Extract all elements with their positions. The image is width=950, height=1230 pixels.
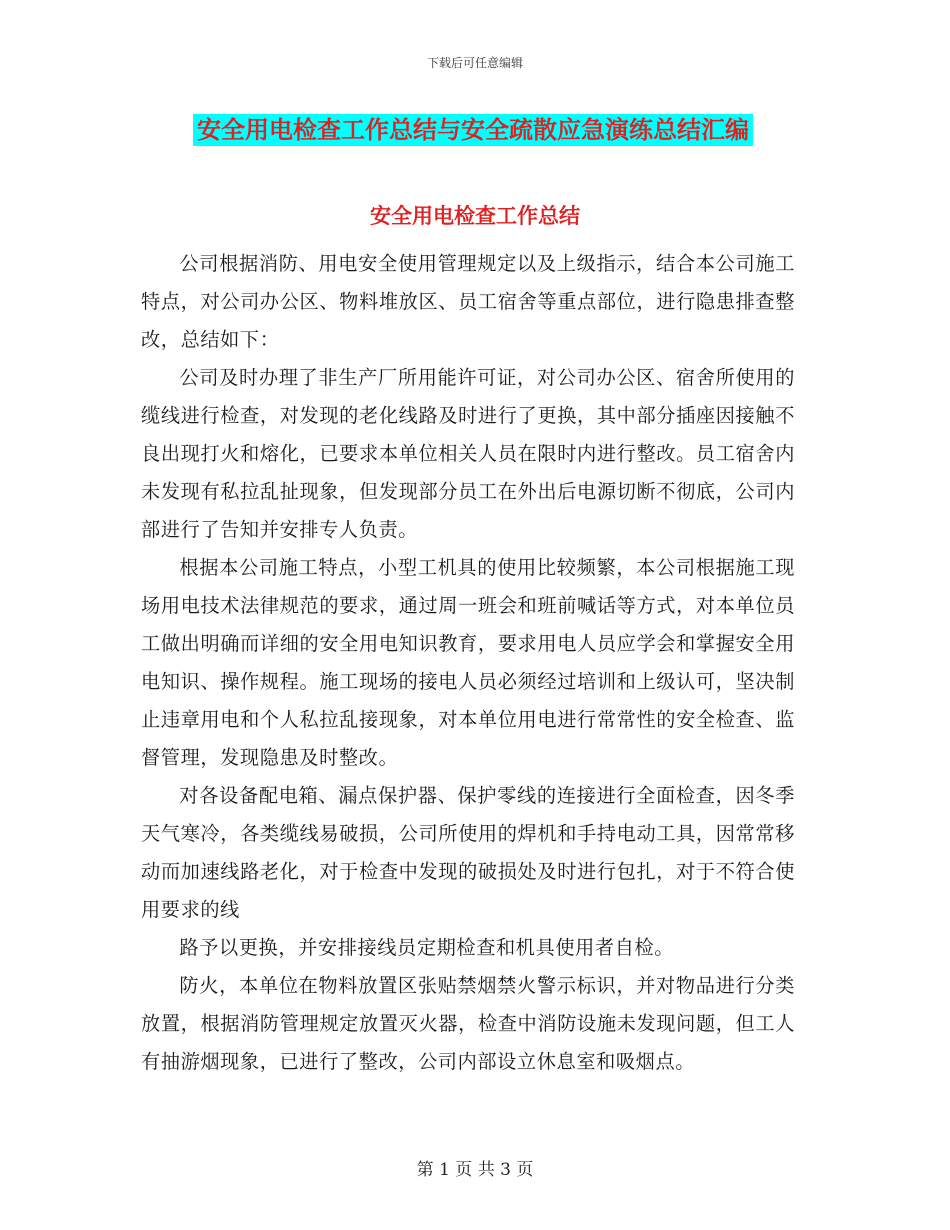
paragraph-3: 根据本公司施工特点，小型工机具的使用比较频繁，本公司根据施工现场用电技术法律规范的要求，通过周一班会和班前喊话等方式，对本单位员工做出明确而详细的安全用电知识教育，要求用电人员应学会和掌握安全用电知识、操作规程。施工现场的接电人员必须经过培训和上级认可，坚决制止违章用电和个人私拉乱接现象，对本单位用电进行常常性的安全检查、监督管理，发现隐患及时整改。	[141, 556, 795, 769]
paragraph-2: 公司及时办理了非生产厂所用能许可证，对公司办公区、宿舍所使用的缆线进行检查，对发现的老化线路及时进行了更换，其中部分插座因接触不良出现打火和熔化，已要求本单位相关人员在限时内进行整改。员工宿舍内未发现有私拉乱扯现象，但发现部分员工在外出后电源切断不彻底，公司内部进行了告知并安排专人负责。	[141, 366, 795, 541]
document-title: 安全用电检查工作总结与安全疏散应急演练总结汇编	[193, 114, 753, 146]
paragraph-5: 路予以更换，并安排接线员定期检查和机具使用者自检。	[179, 936, 675, 959]
paragraph-4: 对各设备配电箱、漏点保护器、保护零线的连接进行全面检查，因冬季天气寒冷，各类缆线易破损，公司所使用的焊机和手持电动工具，因常常移动而加速线路老化，对于检查中发现的破损处及时进行包扎，对于不符合使用要求的线	[141, 784, 795, 921]
section-title: 安全用电检查工作总结	[370, 203, 580, 228]
paragraph-1: 公司根据消防、用电安全使用管理规定以及上级指示，结合本公司施工特点，对公司办公区、物料堆放区、员工宿舍等重点部位，进行隐患排查整改，总结如下：	[141, 252, 795, 351]
paragraph-6: 防火，本单位在物料放置区张贴禁烟禁火警示标识，并对物品进行分类放置，根据消防管理规定放置灭火器，检查中消防设施未发现问题，但工人有抽游烟现象，已进行了整改，公司内部设立休息室和吸烟点。	[141, 974, 795, 1073]
document-body	[141, 245, 795, 1081]
page-number: 第 1 页 共 3 页	[416, 1160, 534, 1180]
page-header-note: 下载后可任意编辑	[426, 56, 523, 70]
